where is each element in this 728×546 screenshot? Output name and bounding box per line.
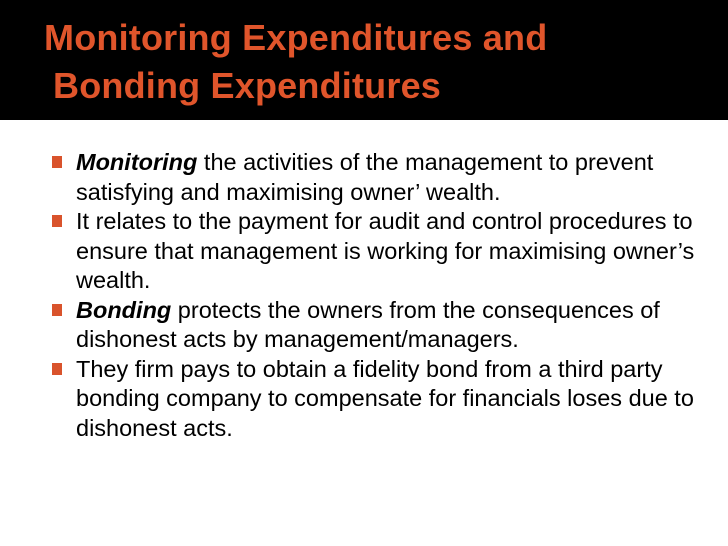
slide-title-line-1: Monitoring Expenditures and [44,17,548,58]
bullet-emphasis: Bonding [76,296,172,323]
bullet-item [52,207,702,296]
bullet-list [52,148,702,443]
title-band [0,0,728,120]
bullet-text: protects the owners from the consequences of dishonest acts by management/managers. [76,296,660,352]
bullet-item [52,355,702,444]
bullet-item [52,296,702,355]
bullet-text: They firm pays to obtain a fidelity bond from a third party bonding company to compensate for financials loses due to dishonest acts. [76,355,694,441]
bullet-emphasis: Monitoring [76,149,198,175]
square-bullet-icon [52,215,62,227]
square-bullet-icon [52,363,62,375]
bullet-item [52,148,702,207]
square-bullet-icon [52,156,62,168]
square-bullet-icon [52,304,62,316]
bullet-text: the activities of the management to prevent satisfying and maximising owner’ wealth. [76,149,654,205]
slide-title-line-2: Bonding Expenditures [53,65,442,106]
bullet-text: It relates to the payment for audit and control procedures to ensure that management is working for maximising owner’s wealth. [76,208,695,293]
